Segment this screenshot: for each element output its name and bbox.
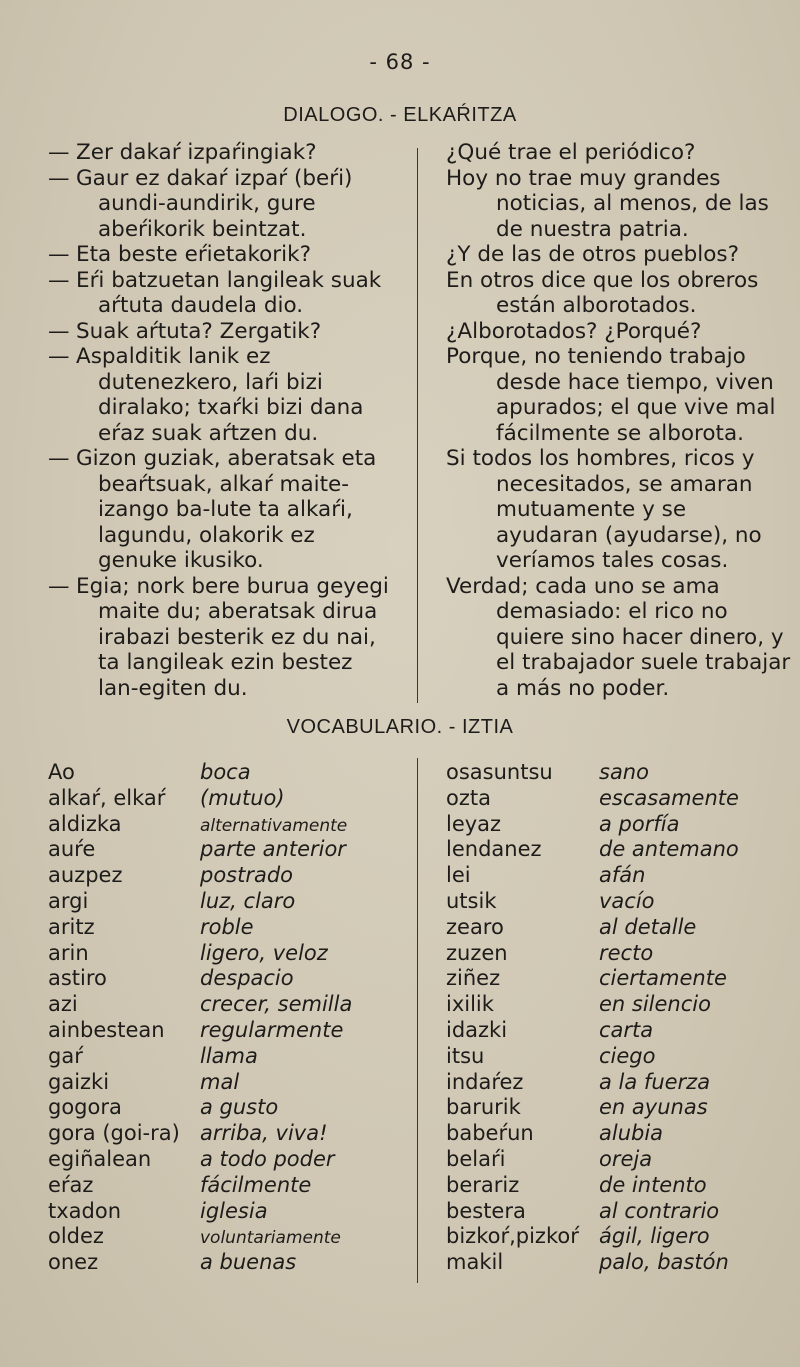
dialogue-translation: ¿Y de las de otros pueblos? [446, 242, 740, 267]
vocab-entry: oldez voluntariamente [48, 1224, 341, 1249]
vocab-entry: eŕaz fácilmente [48, 1172, 312, 1197]
vocab-entry: belaŕi oreja [446, 1146, 653, 1171]
vocab-entry: gora (goi-ra) arriba, viva! [48, 1121, 328, 1146]
vocab-entry: argi luz, claro [48, 888, 296, 913]
vocab-entry: indaŕez a la fuerza [446, 1069, 711, 1094]
vocab-entry: bizkoŕ,pizkoŕ ágil, ligero [446, 1224, 710, 1249]
vocab-entry: ozta escasamente [446, 785, 739, 810]
vocab-entry: idazki carta [446, 1017, 654, 1042]
vocab-entry: gogora a gusto [48, 1095, 279, 1120]
column-divider [417, 758, 418, 1283]
dialogue-translation: Porque, no teniendo trabajo desde hace tiempo, viven apurados; el que vive mal fácilmente se alborota. [446, 344, 776, 446]
vocabulary-heading: VOCABULARIO. - IZTIA [286, 716, 514, 738]
dialogue-line: — Eŕi batzuetan langileak suak aŕtuta daudela dio. [48, 267, 382, 318]
vocab-entry: gaizki mal [48, 1069, 240, 1094]
vocab-entry: babeŕun alubia [446, 1121, 664, 1146]
vocab-entry: lei afán [446, 863, 646, 888]
vocab-entry: utsik vacío [446, 888, 655, 913]
dialogue-line: — Suak aŕtuta? Zergatik? [48, 318, 322, 344]
dialogue-translation: Hoy no trae muy grandes noticias, al menos, de las de nuestra patria. [446, 165, 769, 242]
vocab-entry: itsu ciego [446, 1043, 656, 1068]
vocab-entry: zuzen recto [446, 940, 654, 965]
vocab-entry: arin ligero, veloz [48, 940, 328, 965]
vocab-entry: alkaŕ, elkaŕ (mutuo) [48, 785, 285, 810]
dialogue-basque-column [48, 140, 398, 701]
dialogue-translation: ¿Qué trae el periódico? [446, 140, 696, 165]
vocab-entry: auzpez postrado [48, 863, 294, 888]
vocab-entry: onez a buenas [48, 1250, 297, 1275]
dialogue-line: — Eta beste eŕietakorik? [48, 242, 311, 267]
dialogue-line: — Gizon guziak, aberatsak eta beaŕtsuak, alkaŕ maite-izango ba-lute ta alkaŕi, lagundu, olakorik ez genuke ikusiko. [48, 446, 377, 573]
vocab-entry: bestera al contrario [446, 1198, 720, 1223]
dialogue-spanish-column [446, 140, 791, 701]
vocab-entry: zearo al detalle [446, 914, 697, 939]
dialogue-translation: En otros dice que los obreros están alborotados. [446, 267, 759, 318]
vocab-entry: ixilik en silencio [446, 992, 711, 1017]
vocabulary-left-column [48, 760, 408, 1276]
dialogue-translation: Verdad; cada uno se ama demasiado: el rico no quiere sino hacer dinero, y el trabajador suele trabajar a más no poder. [446, 573, 791, 701]
vocab-entry: ziñez ciertamente [446, 966, 727, 991]
dialogue-heading: DIALOGO. - ELKAŔITZA [283, 104, 517, 126]
dialogue-line: — Zer dakaŕ izpaŕingiak? [48, 140, 317, 165]
vocab-entry: leyaz a porfía [446, 811, 680, 836]
vocab-entry: azi crecer, semilla [48, 992, 353, 1017]
vocab-entry: egiñalean a todo poder [48, 1146, 335, 1171]
vocab-entry: aritz roble [48, 914, 254, 939]
page-number: - 68 - [369, 50, 431, 74]
vocab-entry: berariz de intento [446, 1172, 707, 1197]
vocab-entry: auŕe parte anterior [48, 837, 346, 862]
dialogue-line: — Gaur ez dakaŕ izpaŕ (beŕi) aundi-aundirik, gure abeŕikorik beintzat. [48, 165, 353, 242]
vocab-entry: lendanez de antemano [446, 837, 739, 862]
dialogue-line: — Aspalditik lanik ez dutenezkero, laŕi bizi diralako; txaŕki bizi dana eŕaz suak aŕtzen du. [48, 344, 364, 446]
vocab-entry: astiro despacio [48, 966, 294, 991]
vocab-entry: Ao boca [48, 760, 251, 784]
column-divider [417, 148, 418, 703]
dialogue-line: — Egia; nork bere burua geyegi maite du; aberatsak dirua irabazi besterik ez du nai, ta langileak ezin bestez lan-egiten du. [48, 573, 389, 701]
vocab-entry: ainbestean regularmente [48, 1017, 344, 1042]
dialogue-translation: Si todos los hombres, ricos y necesitados, se amaran mutuamente y se ayudaran (ayudarse), no veríamos tales cosas. [446, 446, 762, 573]
vocabulary-right-column [446, 760, 791, 1276]
vocab-entry: gaŕ llama [48, 1043, 258, 1068]
vocab-entry: aldizka alternativamente [48, 811, 348, 836]
vocab-entry: osasuntsu sano [446, 760, 649, 784]
vocab-entry: barurik en ayunas [446, 1095, 708, 1120]
vocab-entry: txadon iglesia [48, 1198, 268, 1223]
vocab-entry: makil palo, bastón [446, 1250, 729, 1275]
dialogue-translation: ¿Alborotados? ¿Porqué? [446, 318, 702, 344]
